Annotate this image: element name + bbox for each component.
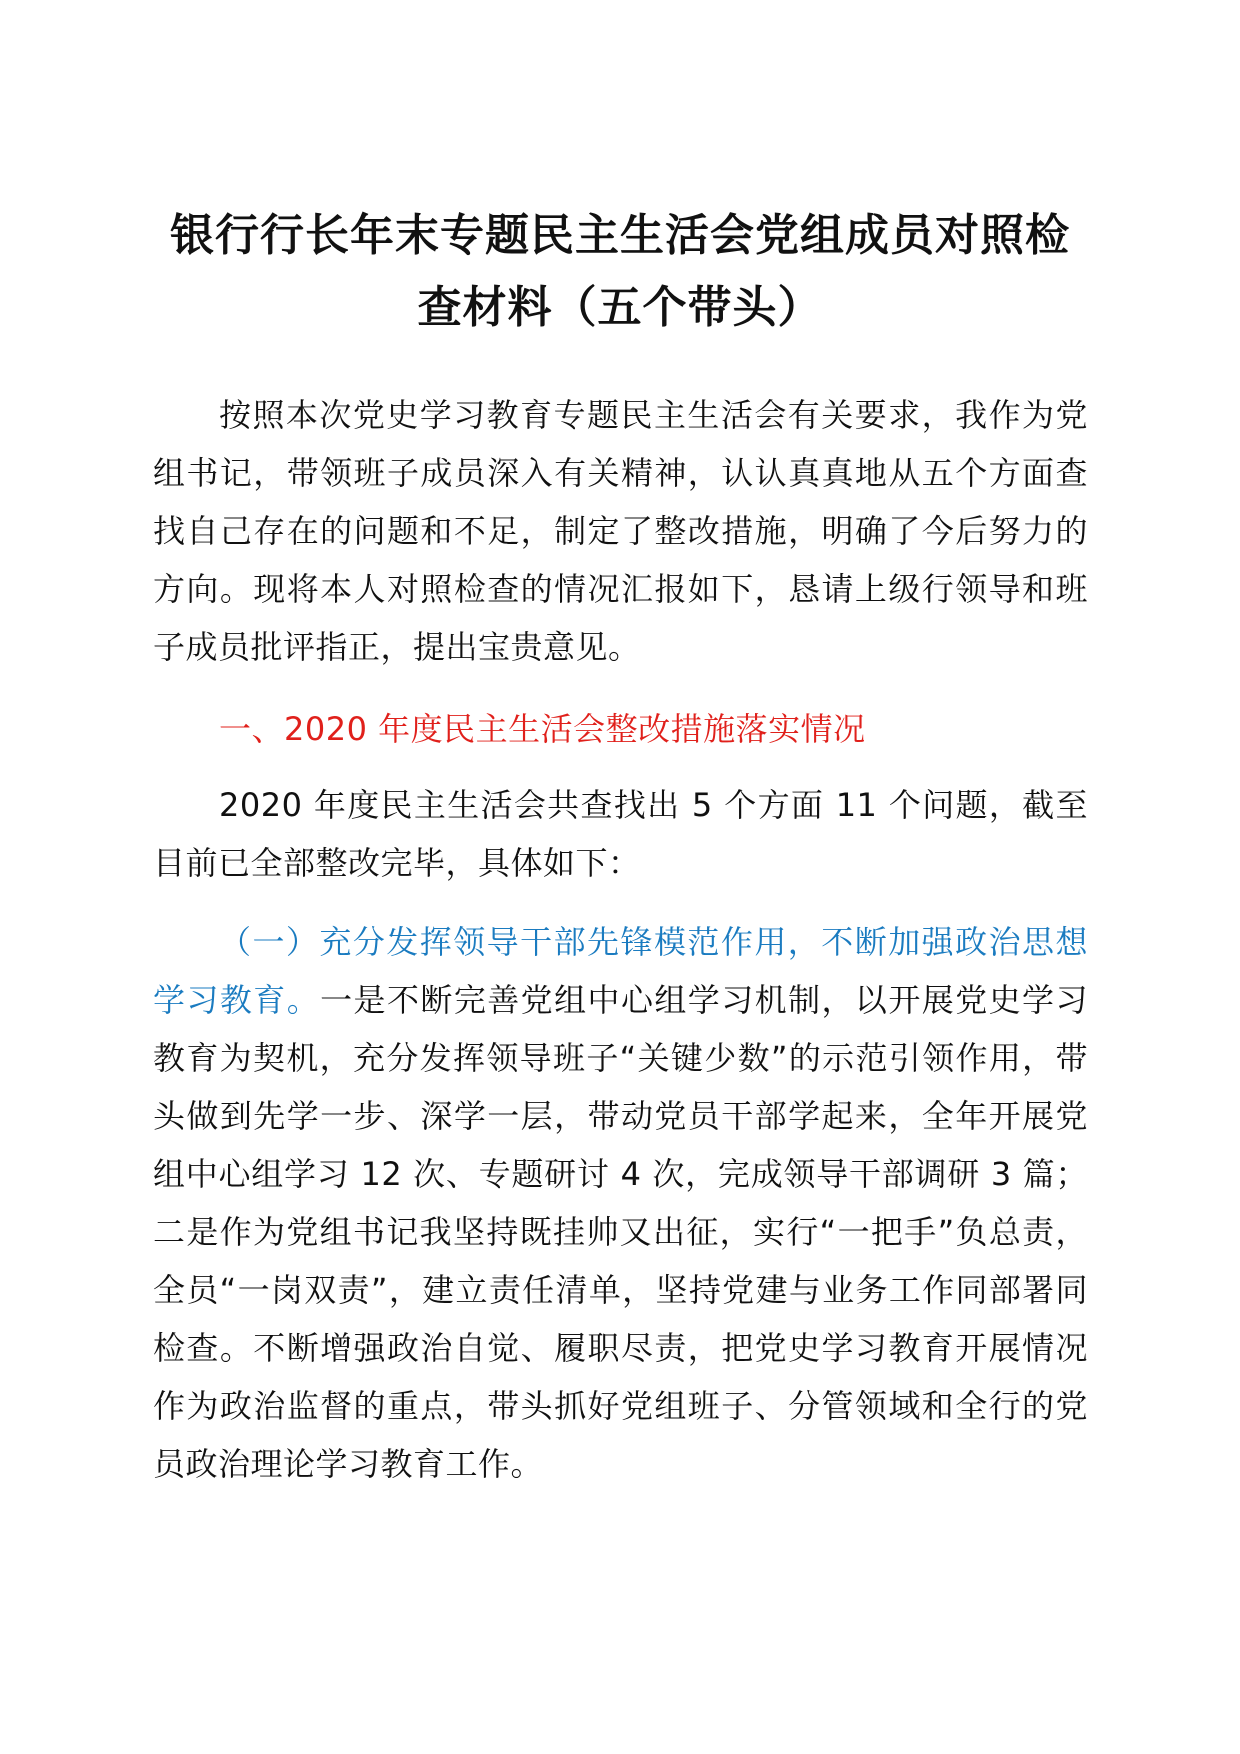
- subsection-body: 一是不断完善党组中心组学习机制，以开展党史学习教育为契机，充分发挥领导班子“关键少数”的示范引领作用，带头做到先学一步、深学一层，带动党员干部学起来，全年开展党组中心组学习 12 次、专题研讨 4 次，完成领导干部调研 3 篇；二是作为党组书记我坚持既挂帅又出征，实行“一把手”负总责，全员“一岗双责”，建立责任清单，坚持党建与业务工作同部署同检查。不断增强政治自觉、履职尽责，把党史学习教育开展情况作为政治监督的重点，带头抓好党组班子、分管领域和全行的党员政治理论学习教育工作。: [153, 981, 1088, 1483]
- summary-paragraph: 2020 年度民主生活会共查找出 5 个方面 11 个问题，截至目前已全部整改完毕，具体如下：: [153, 786, 1088, 882]
- subsection-heading: （一）充分发挥领导干部先锋模范作用，不断加强政治思想学习教育。: [153, 923, 1088, 1019]
- intro-paragraph: 按照本次党史学习教育专题民主生活会有关要求，我作为党组书记，带领班子成员深入有关精神，认认真真地从五个方面查找自己存在的问题和不足，制定了整改措施，明确了今后努力的方向。现将本人对照检查的情况汇报如下，恳请上级行领导和班子成员批评指正，提出宝贵意见。: [153, 396, 1088, 666]
- subsection-paragraph: [153, 913, 1088, 1493]
- document-title: 银行行长年末专题民主生活会党组成员对照检查材料（五个带头）: [170, 210, 1070, 333]
- section-heading: 一、2020 年度民主生活会整改措施落实情况: [219, 710, 866, 748]
